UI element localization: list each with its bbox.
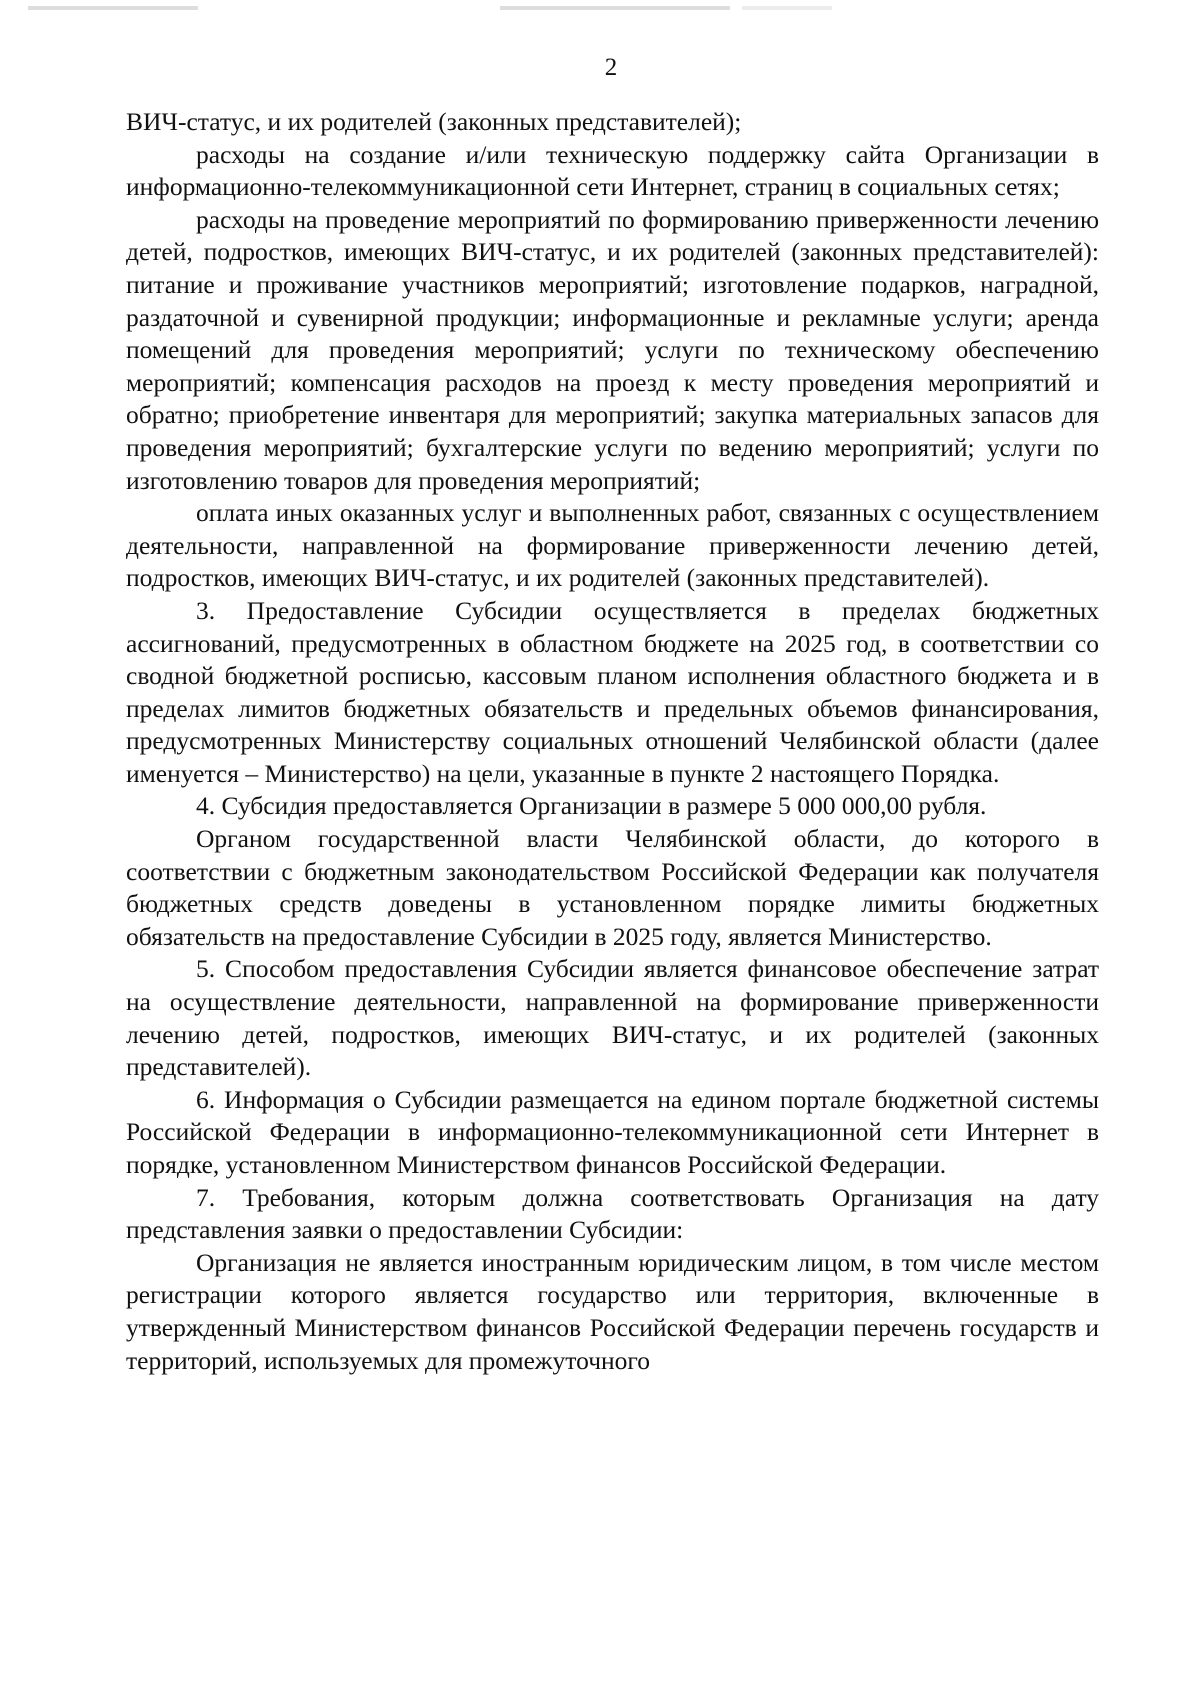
paragraph-authority: Органом государственной власти Челябинской области, до которого в соответствии с бюджетным законодательством Российской Федерации как получателя бюджетных средств доведены в установленном порядке лимиты бюджетных обязательств на предоставление Субсидии в 2025 году, является Министерство. [126, 824, 1099, 951]
paragraph-event-expenses: расходы на проведение мероприятий по формированию приверженности лечению детей, подростков, имеющих ВИЧ-статус, и их родителей (законных представителей): питание и проживание участников мероприятий; изготовление подарков, наградной, раздаточной и сувенирной продукции; информационные и рекламные услуги; аренда помещений для проведения мероприятий; услуги по техническому обеспечению мероприятий; компенсация расходов на проезд к месту проведения мероприятий и обратно; приобретение инвентаря для мероприятий; закупка материальных запасов для проведения мероприятий; бухгалтерские услуги по ведению мероприятий; услуги по изготовлению товаров для проведения мероприятий; [126, 204, 1099, 495]
scan-artifact [28, 6, 198, 10]
scan-artifact [742, 6, 832, 10]
document-body [126, 106, 1099, 1377]
paragraph-item-5: 5. Способом предоставления Субсидии является финансовое обеспечение затрат на осуществление деятельности, направленной на формирование приверженности лечению детей, подростков, имеющих ВИЧ-статус, и их родителей (законных представителей). [126, 954, 1099, 1082]
paragraph-item-6: 6. Информация о Субсидии размещается на едином портале бюджетной системы Российской Федерации в информационно-телекоммуникационной сети Интернет в порядке, установленном Министерством финансов Российской Федерации. [126, 1084, 1099, 1179]
paragraph-website-expenses: расходы на создание и/или техническую поддержку сайта Организации в информационно-телекоммуникационной сети Интернет, страниц в социальных сетях; [126, 139, 1099, 202]
scan-artifact [500, 6, 730, 10]
paragraph-item-3: 3. Предоставление Субсидии осуществляется в пределах бюджетных ассигнований, предусмотренных в областном бюджете на 2025 год, в соответствии со сводной бюджетной росписью, кассовым планом исполнения областного бюджета и в пределах лимитов бюджетных обязательств и предельных объемов финансирования, предусмотренных Министерству социальных отношений Челябинской области (далее именуется – Министерство) на цели, указанные в пункте 2 настоящего Порядка. [126, 595, 1099, 788]
paragraph-other-services: оплата иных оказанных услуг и выполненных работ, связанных с осуществлением деятельности, направленной на формирование приверженности лечению детей, подростков, имеющих ВИЧ-статус, и их родителей (законных представителей). [126, 498, 1099, 593]
paragraph-continuation: ВИЧ-статус, и их родителей (законных представителей); [126, 107, 742, 136]
paragraph-requirement: Организация не является иностранным юридическим лицом, в том числе местом регистрации которого является государство или территория, включенные в утвержденный Министерством финансов Российской Федерации перечень государств и территорий, используемых для промежуточного [126, 1247, 1099, 1375]
paragraph-item-7: 7. Требования, которым должна соответствовать Организация на дату представления заявки о предоставлении Субсидии: [126, 1182, 1099, 1245]
page-number: 2 [604, 54, 618, 81]
paragraph-item-4: 4. Субсидия предоставляется Организации в размере 5 000 000,00 рубля. [196, 791, 987, 821]
